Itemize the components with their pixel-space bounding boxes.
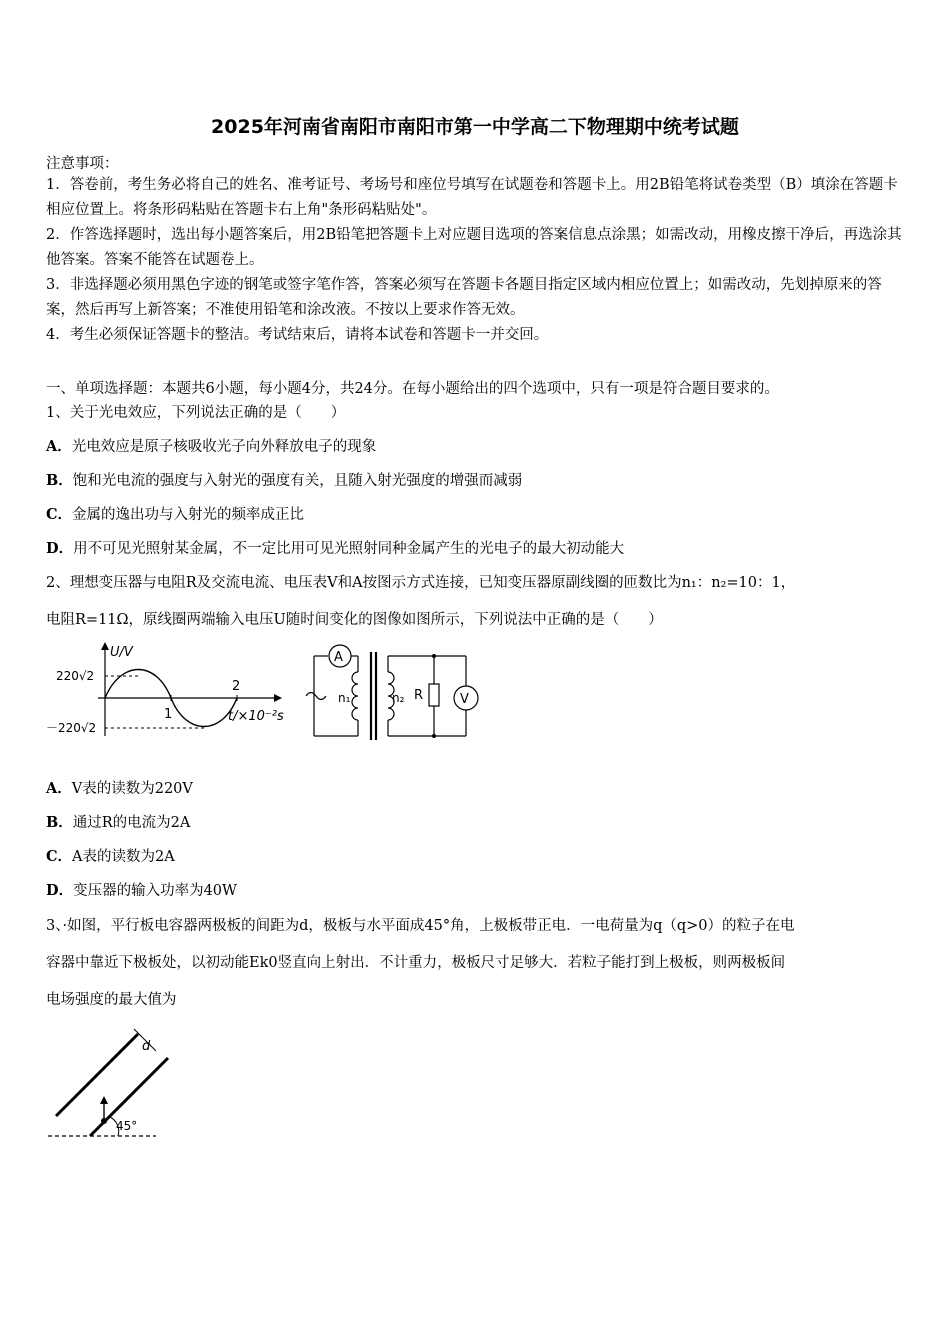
notice-item-3: 3．非选择题必须用黑色字迹的钢笔或签字笔作答，答案必须写在答题卡各题目指定区域内相应位置上；如需改动，先划掉原来的答案，然后再写上新答案；不准使用铅笔和涂改液。不按以上要求作答无效。 bbox=[46, 277, 882, 318]
ac-source-icon bbox=[306, 693, 326, 700]
notice-item-1: 1．答卷前，考生务必将自己的姓名、准考证号、考场号和座位号填写在试题卷和答题卡上。用2B铅笔将试卷类型（B）填涂在答题卡相应位置上。将条形码粘贴在答题卡右上角"条形码粘贴处"。 bbox=[46, 177, 898, 218]
page-title: 2025年河南省南阳市南阳市第一中学高二下物理期中统考试题 bbox=[211, 116, 739, 138]
q1-option-d: D．用不可见光照射某金属，不一定比用可见光照射同种金属产生的光电子的最大初动能大 bbox=[46, 540, 625, 557]
graph-tick-label-1: 1 bbox=[164, 707, 173, 722]
resistor-label: R bbox=[414, 688, 424, 703]
q2-transformer-circuit bbox=[300, 640, 500, 746]
graph-y-arrow bbox=[101, 642, 109, 650]
q1-stem: 1、关于光电效应，下列说法正确的是（ ） bbox=[46, 405, 346, 421]
graph-max-label: 220√2 bbox=[56, 669, 95, 683]
graph-y-label: U/V bbox=[110, 645, 133, 660]
q3-stem-line2: 容器中靠近下极板处，以初动能Ek0竖直向上射出．不计重力，极板尺寸足够大．若粒子能打到上极板，则两极板间 bbox=[46, 955, 786, 971]
q2-option-b: B．通过R的电流为2A bbox=[46, 814, 191, 831]
primary-coil-icon bbox=[352, 672, 358, 720]
q1-option-a: A．光电效应是原子核吸收光子向外释放电子的现象 bbox=[46, 438, 377, 455]
q2-option-c: C．A表的读数为2A bbox=[46, 848, 175, 865]
notice-item-4: 4．考生必须保证答题卡的整洁。考试结束后，请将本试卷和答题卡一并交回。 bbox=[46, 327, 549, 343]
q3-capacitor-figure bbox=[46, 1020, 216, 1145]
q1-option-c: C．金属的逸出功与入射光的频率成正比 bbox=[46, 506, 305, 523]
q3-stem-line1: 3、·如图，平行板电容器两极板的间距为d，极板与水平面成45°角，上极板带正电．一电荷量为q（q>0）的粒子在电 bbox=[46, 918, 795, 934]
graph-x-label: t/×10⁻²s bbox=[228, 709, 284, 724]
notice-item-2: 2．作答选择题时，选出每小题答案后，用2B铅笔把答题卡上对应题目选项的答案信息点涂黑；如需改动，用橡皮擦干净后，再选涂其他答案。答案不能答在试题卷上。 bbox=[46, 227, 902, 268]
lower-plate bbox=[56, 1034, 138, 1116]
n1-label: n₁ bbox=[338, 691, 351, 705]
graph-x-arrow bbox=[274, 694, 282, 702]
graph-min-label: －220√2 bbox=[46, 721, 97, 735]
junction-dot-bottom bbox=[432, 734, 436, 738]
q3-stem-line3: 电场强度的最大值为 bbox=[46, 992, 177, 1008]
junction-dot-top bbox=[432, 654, 436, 658]
angle-label: 45° bbox=[116, 1119, 138, 1133]
q2-voltage-graph bbox=[46, 640, 296, 740]
q2-stem-line1: 2、理想变压器与电阻R及交流电流、电压表V和A按图示方式连接，已知变压器原副线圈的匝数比为n₁：n₂=10：1， bbox=[46, 575, 796, 591]
particle-dot bbox=[101, 1118, 107, 1124]
resistor-icon bbox=[429, 684, 439, 706]
notice-heading: 注意事项： bbox=[46, 156, 119, 172]
graph-tick-label-2: 2 bbox=[232, 679, 241, 694]
q2-option-a: A．V表的读数为220V bbox=[46, 780, 193, 797]
voltmeter-label: V bbox=[460, 692, 469, 707]
q1-option-b: B．饱和光电流的强度与入射光的强度有关，且随入射光强度的增强而减弱 bbox=[46, 472, 523, 489]
d-label: d bbox=[142, 1039, 151, 1054]
ammeter-label: A bbox=[334, 650, 343, 665]
n2-label: n₂ bbox=[392, 691, 405, 705]
section-heading: 一、单项选择题：本题共6小题，每小题4分，共24分。在每小题给出的四个选项中，只有一项是符合题目要求的。 bbox=[46, 381, 779, 397]
q2-stem-line2: 电阻R=11Ω，原线圈两端输入电压U随时间变化的图像如图所示，下列说法中正确的是（ ） bbox=[46, 612, 663, 628]
q2-option-d: D．变压器的输入功率为40W bbox=[46, 882, 237, 899]
particle-velocity-arrow bbox=[100, 1096, 108, 1104]
